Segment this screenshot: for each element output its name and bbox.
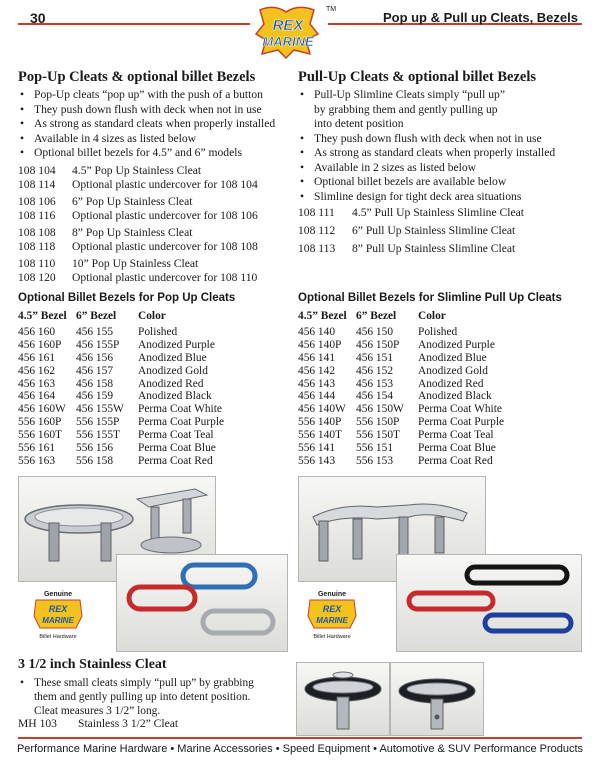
logo-text-rex: REX <box>272 17 304 34</box>
small-cleat-bullet-text: These small cleats simply “pull up” by grabbing them and gently pulling up into detent position. Cleat measures 3 1/2” long. <box>34 677 254 717</box>
pullup-bezel-photo <box>396 554 582 652</box>
pullup-part-row <box>298 206 524 220</box>
part-number: 108 118 <box>18 240 56 253</box>
part-number: 108 112 <box>298 224 336 237</box>
pullup-part-row <box>298 242 515 256</box>
bezel-color: Anodized Red <box>138 377 204 390</box>
bezel-color: Anodized Red <box>418 377 484 390</box>
bezel-45-part: 456 160P <box>18 338 62 351</box>
bezel-color: Polished <box>418 326 458 338</box>
bezel-color: Anodized Black <box>138 390 212 403</box>
popup-bezel-photo <box>116 554 288 652</box>
badge-marine-text: MARINE <box>316 616 348 625</box>
bezel-45-part: 456 164 <box>18 390 56 403</box>
bezel-color: Perma Coat Red <box>138 454 213 467</box>
part-row <box>18 240 258 254</box>
small-cleat-bullet: • These small cleats simply “pull up” by grabbing them and gently pulling up into detent position. Cleat measures 3 1/2” long. <box>18 676 268 718</box>
bezel-6-part: 456 159 <box>76 390 114 403</box>
popup-bullet: • Available in 4 sizes as listed below <box>18 132 288 147</box>
bezel-color: Perma Coat Blue <box>138 442 216 455</box>
table-row <box>298 352 504 365</box>
page-title: Pop up & Pull up Cleats, Bezels <box>382 10 578 25</box>
bezel-6-part: 456 153 <box>356 377 394 390</box>
part-description: Stainless 3 1/2” Cleat <box>78 717 179 730</box>
pullup-bullet: • As strong as standard cleats when properly installed <box>298 146 570 161</box>
part-number: 108 110 <box>18 257 56 270</box>
bezel-color: Perma Coat Purple <box>138 416 225 429</box>
table-row <box>18 365 224 378</box>
bezel-6-part: 456 150W <box>356 403 404 416</box>
logo-text-marine: MARINE <box>262 34 314 49</box>
bezel-45-part: 556 160T <box>18 429 62 442</box>
bezel-6-part: 456 155W <box>76 403 124 416</box>
bezel-6-part: 456 157 <box>76 364 114 377</box>
rex-marine-logo <box>252 4 324 60</box>
part-description: 8” Pop Up Stainless Cleat <box>72 226 193 239</box>
bezel-color: Perma Coat Teal <box>418 429 494 442</box>
bezel-6-part: 556 151 <box>356 442 394 455</box>
part-number: 108 120 <box>18 271 56 284</box>
table-row <box>18 352 224 365</box>
genuine-billet-badge <box>28 586 88 642</box>
bezel-color: Anodized Gold <box>138 364 208 377</box>
bezel-45-part: 556 163 <box>18 454 56 467</box>
table-row <box>18 429 224 442</box>
part-description: Optional plastic undercover for 108 106 <box>72 209 258 222</box>
table-row <box>18 339 224 352</box>
bezel-6-part: 556 150P <box>356 416 400 429</box>
bezel-color: Polished <box>138 326 178 338</box>
small-cleat-title: 3 1/2 inch Stainless Cleat <box>18 657 167 672</box>
column-header: Color <box>138 310 166 322</box>
table-row <box>298 455 504 468</box>
bezel-45-part: 556 161 <box>18 442 56 455</box>
popup-bullets <box>18 88 288 161</box>
column-header: 4.5” Bezel <box>298 310 347 322</box>
footer-text: Performance Marine Hardware • Marine Accessories • Speed Equipment • Automotive & SUV Performance Products <box>16 743 584 755</box>
bezel-45-part: 556 140T <box>298 429 342 442</box>
table-row <box>298 390 504 403</box>
bezel-color: Anodized Black <box>418 390 492 403</box>
bezel-color: Perma Coat Purple <box>418 416 505 429</box>
part-description: 8” Pull Up Stainless Slimline Cleat <box>352 242 516 255</box>
part-number: 108 104 <box>18 164 56 177</box>
bezel-6-part: 456 151 <box>356 351 394 364</box>
table-header-row <box>298 308 504 326</box>
part-number: 108 108 <box>18 226 56 239</box>
table-row <box>298 365 504 378</box>
small-cleat-image <box>391 663 483 735</box>
genuine-billet-badge <box>302 586 362 642</box>
header-rule-left <box>18 23 250 25</box>
pullup-bullets <box>298 88 570 204</box>
column-header: 4.5” Bezel <box>18 310 67 322</box>
bezel-color: Anodized Purple <box>418 338 495 351</box>
table-row <box>18 378 224 391</box>
popup-parts-group <box>18 195 258 223</box>
table-row <box>18 403 224 416</box>
table-row <box>298 403 504 416</box>
table-header-row <box>18 308 224 326</box>
part-number: 108 116 <box>18 209 56 222</box>
bezel-45-part: 456 163 <box>18 377 56 390</box>
bezel-6-part: 456 155P <box>76 338 120 351</box>
bezel-6-part: 556 153 <box>356 454 394 467</box>
table-row <box>18 416 224 429</box>
bezel-color: Perma Coat Red <box>418 454 493 467</box>
popup-bezel-table-title: Optional Billet Bezels for Pop Up Cleats <box>18 292 236 304</box>
small-cleat-photo-2 <box>390 662 484 736</box>
bezel-45-part: 456 140 <box>298 326 336 338</box>
billet-hardware-text: Billet Hardware <box>39 634 77 640</box>
bezel-45-part: 456 141 <box>298 351 336 364</box>
pullup-part-row <box>298 224 515 238</box>
pullup-bullet: • Optional billet bezels are available below <box>298 175 570 190</box>
pullup-bullet: • Slimline design for tight deck area situations <box>298 190 570 205</box>
bezel-6-part: 556 155P <box>76 416 120 429</box>
popup-bullet: • They push down flush with deck when not in use <box>18 103 288 118</box>
part-description: Optional plastic undercover for 108 110 <box>72 271 258 284</box>
part-row <box>18 226 258 240</box>
part-number: 108 113 <box>298 242 336 255</box>
part-number: MH 103 <box>18 717 57 730</box>
table-row <box>18 455 224 468</box>
bezel-color: Perma Coat White <box>418 403 502 416</box>
part-row <box>18 164 258 178</box>
bezel-45-part: 456 140W <box>298 403 346 416</box>
bezel-6-part: 456 158 <box>76 377 114 390</box>
pullup-bullet: • Available in 2 sizes as listed below <box>298 161 570 176</box>
pullup-bezel-table-title: Optional Billet Bezels for Slimline Pull Up Cleats <box>298 292 562 304</box>
column-header: 6” Bezel <box>76 310 117 322</box>
popup-bullet: • As strong as standard cleats when properly installed <box>18 117 288 132</box>
bezel-45-part: 556 160P <box>18 416 62 429</box>
bezel-color: Perma Coat Blue <box>418 442 496 455</box>
bezel-45-part: 556 140P <box>298 416 342 429</box>
genuine-text: Genuine <box>43 591 73 598</box>
bezel-6-part: 456 154 <box>356 390 394 403</box>
page-number: 30 <box>30 10 46 26</box>
part-description: 4.5” Pull Up Stainless Slimline Cleat <box>352 206 524 219</box>
pullup-bullet: • Pull-Up Slimline Cleats simply “pull up” by grabbing them and gently pulling up into detent position <box>298 88 570 132</box>
table-row <box>18 442 224 455</box>
table-row <box>18 390 224 403</box>
part-description: 4.5” Pop Up Stainless Cleat <box>72 164 202 177</box>
bezel-6-part: 456 150 <box>356 326 394 338</box>
bezel-6-part: 456 152 <box>356 364 394 377</box>
part-row <box>18 195 258 209</box>
part-description: 6” Pull Up Stainless Slimline Cleat <box>352 224 516 237</box>
popup-parts-group <box>18 257 257 285</box>
bezel-color: Anodized Purple <box>138 338 215 351</box>
bezel-6-part: 456 150P <box>356 338 400 351</box>
small-cleat-image <box>297 663 389 735</box>
bezel-45-part: 456 143 <box>298 377 336 390</box>
trademark-mark: TM <box>326 6 337 13</box>
part-number: 108 106 <box>18 195 56 208</box>
bezel-color: Anodized Blue <box>418 351 487 364</box>
table-row <box>298 416 504 429</box>
column-header: 6” Bezel <box>356 310 397 322</box>
popup-parts-group <box>18 226 258 254</box>
bezel-6-part: 556 150T <box>356 429 400 442</box>
badge-rex-text: REX <box>48 604 68 614</box>
table-row <box>298 429 504 442</box>
bezel-45-part: 456 144 <box>298 390 336 403</box>
popup-bezel-table <box>18 308 224 468</box>
popup-parts-group <box>18 164 258 192</box>
popup-section-title: Pop-Up Cleats & optional billet Bezels <box>18 69 256 85</box>
bezel-45-part: 456 160 <box>18 326 56 338</box>
pullup-section-title: Pull-Up Cleats & optional billet Bezels <box>298 69 537 85</box>
bezel-45-part: 556 141 <box>298 442 336 455</box>
small-cleat-part-row <box>18 717 178 730</box>
table-row <box>18 326 224 339</box>
part-description: 6” Pop Up Stainless Cleat <box>72 195 193 208</box>
badge-rex-text: REX <box>322 604 342 614</box>
bezel-6-part: 456 156 <box>76 351 114 364</box>
pullup-bullet: • They push down flush with deck when not in use <box>298 132 570 147</box>
bezel-6-part: 556 156 <box>76 442 114 455</box>
footer-rule <box>18 737 582 739</box>
small-cleat-photo-1 <box>296 662 390 736</box>
part-row <box>18 271 257 285</box>
part-description: Optional plastic undercover for 108 108 <box>72 240 258 253</box>
part-number: 108 111 <box>298 206 335 219</box>
billet-hardware-text: Billet Hardware <box>313 634 351 640</box>
pullup-bezel-table <box>298 308 504 468</box>
bezel-6-part: 556 155T <box>76 429 120 442</box>
bezel-color: Perma Coat White <box>138 403 222 416</box>
bezel-45-part: 456 162 <box>18 364 56 377</box>
table-row <box>298 442 504 455</box>
genuine-text: Genuine <box>317 591 347 598</box>
bezel-45-part: 456 160W <box>18 403 66 416</box>
part-row <box>18 257 257 271</box>
bezel-6-part: 556 158 <box>76 454 114 467</box>
part-description: 10” Pop Up Stainless Cleat <box>72 257 199 270</box>
column-header: Color <box>418 310 446 322</box>
popup-bullet: • Pop-Up cleats “pop up” with the push of a button <box>18 88 288 103</box>
popup-bullet: • Optional billet bezels for 4.5” and 6” models <box>18 146 288 161</box>
part-number: 108 114 <box>18 178 56 191</box>
bezel-45-part: 456 161 <box>18 351 56 364</box>
badge-marine-text: MARINE <box>42 616 74 625</box>
part-row <box>18 209 258 223</box>
table-row <box>298 378 504 391</box>
table-row <box>298 339 504 352</box>
bezel-6-part: 456 155 <box>76 326 114 338</box>
popup-bezel-image <box>117 555 287 651</box>
part-description: Optional plastic undercover for 108 104 <box>72 178 258 191</box>
table-row <box>298 326 504 339</box>
part-row <box>18 178 258 192</box>
bezel-45-part: 556 143 <box>298 454 336 467</box>
bezel-color: Anodized Blue <box>138 351 207 364</box>
bezel-45-part: 456 142 <box>298 364 336 377</box>
bezel-color: Anodized Gold <box>418 364 488 377</box>
bezel-45-part: 456 140P <box>298 338 342 351</box>
pullup-bezel-image <box>397 555 581 651</box>
bezel-color: Perma Coat Teal <box>138 429 214 442</box>
